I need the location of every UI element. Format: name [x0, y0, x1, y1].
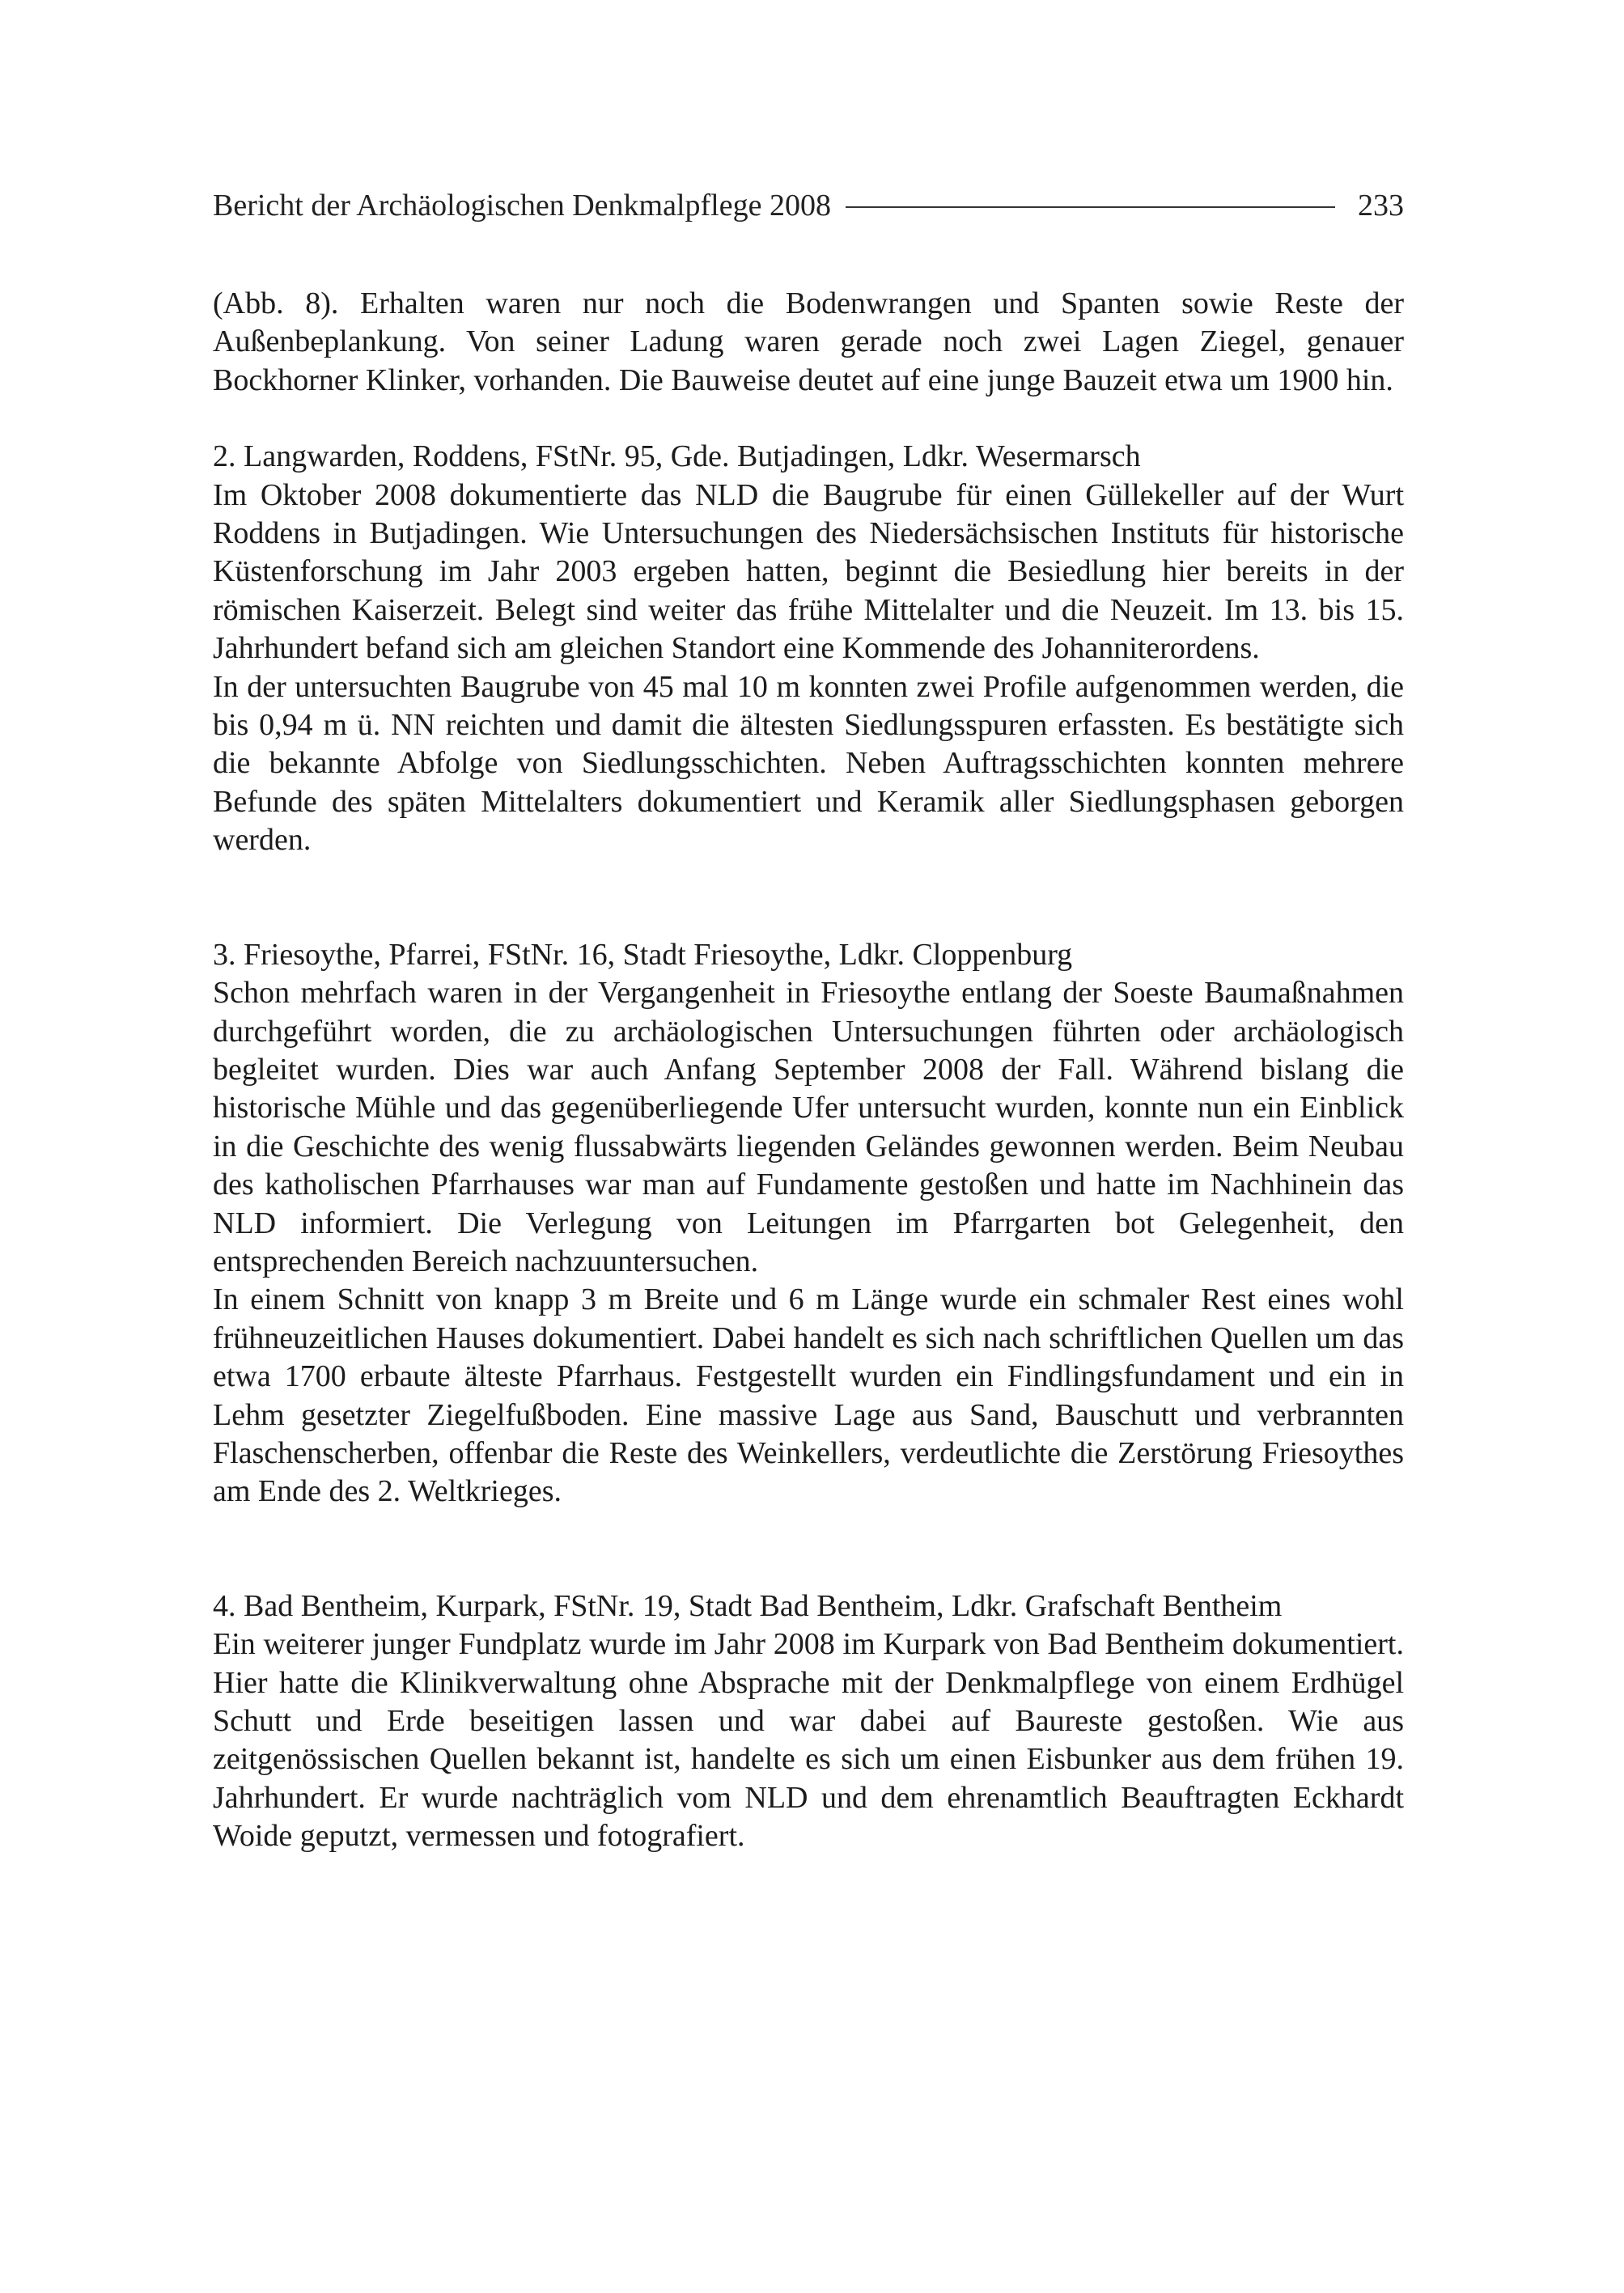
intro-paragraph: (Abb. 8). Erhalten waren nur noch die Bodenwrangen und Spanten sowie Reste der Außenbeplankung. Von seiner Ladung waren gerade noch zwei Lagen Ziegel, genauer Bockhorner Klinker, vorhanden. Die Bauweise deutet auf eine junge Bauzeit etwa um 1900 hin. [213, 286, 1404, 397]
section-bad-bentheim [213, 1587, 1404, 1856]
running-header-title: Bericht der Archäologischen Denkmalpflege 2008 [213, 189, 831, 223]
body-text [213, 285, 1404, 1856]
page-number: 233 [1358, 189, 1404, 223]
section-paragraph: In einem Schnitt von knapp 3 m Breite und 6 m Länge wurde ein schmaler Rest eines wohl frühneuzeitlichen Hauses dokumentiert. Dabei handelt es sich nach schriftlichen Quellen um das etwa 1700 erbaute älteste Pfarrhaus. Festgestellt wurden ein Findlingsfundament und ein in Lehm gesetzter Ziegelfußboden. Eine massive Lage aus Sand, Bauschutt und verbrannten Flaschenscherben, offenbar die Reste des Weinkellers, verdeutlichte die Zerstörung Friesoythes am Ende des 2. Weltkrieges. [213, 1282, 1404, 1509]
running-header-rule [846, 206, 1335, 208]
section-spacer [213, 1511, 1404, 1587]
section-paragraph: Im Oktober 2008 dokumentierte das NLD die Baugrube für einen Güllekeller auf der Wurt Roddens in Butjadingen. Wie Untersuchungen des Niedersächsischen Instituts für historische Küstenforschung im Jahr 2003 ergeben hatten, beginnt die Besiedlung hier bereits in der römischen Kaiserzeit. Belegt sind weiter das frühe Mittelalter und die Neuzeit. Im 13. bis 15. Jahrhundert befand sich am gleichen Standort eine Kommende des Johanniterordens. [213, 477, 1404, 666]
section-langwarden [213, 438, 1404, 859]
section-paragraph: Ein weiterer junger Fundplatz wurde im Jahr 2008 im Kurpark von Bad Bentheim dokumentiert. Hier hatte die Klinikverwaltung ohne Absprache mit der Denkmalpflege von einem Erdhügel Schutt und Erde beseitigen lassen und war dabei auf Baureste gestoßen. Wie aus zeitgenössischen Quellen bekannt ist, handelte es sich um einen Eisbunker aus dem frühen 19. Jahrhundert. Er wurde nachträglich vom NLD und dem ehrenamtlich Beauftragten Eckhardt Woide geputzt, vermessen und fotografiert. [213, 1627, 1404, 1854]
section-paragraph: Schon mehrfach waren in der Vergangenheit in Friesoythe entlang der Soeste Baumaßnahmen durchgeführt worden, die zu archäologischen Untersuchungen führten oder archäologisch begleitet wurden. Dies war auch Anfang September 2008 der Fall. Während bislang die historische Mühle und das gegenüberliegende Ufer untersucht wurden, konnte nun ein Einblick in die Geschichte des wenig flussabwärts liegenden Geländes gewonnen werden. Beim Neubau des katholischen Pfarrhauses war man auf Fundamente gestoßen und hatte im Nachhinein das NLD informiert. Die Verlegung von Leitungen im Pfarrgarten bot Gelegenheit, den entsprechenden Bereich nachzuuntersuchen. [213, 976, 1404, 1278]
section-heading: 2. Langwarden, Roddens, FStNr. 95, Gde. Butjadingen, Ldkr. Wesermarsch [213, 439, 1141, 474]
section-spacer [213, 400, 1404, 438]
section-heading: 4. Bad Bentheim, Kurpark, FStNr. 19, Stadt Bad Bentheim, Ldkr. Grafschaft Bentheim [213, 1588, 1283, 1623]
running-header [213, 182, 1404, 229]
section-paragraph: In der untersuchten Baugrube von 45 mal 10 m konnten zwei Profile aufgenommen werden, die bis 0,94 m ü. NN reichten und damit die ältesten Siedlungsspuren erfassten. Es bestätigte sich die bekannte Abfolge von Siedlungsschichten. Neben Auftragsschichten konnten mehrere Befunde des späten Mittelalters dokumentiert und Keramik aller Siedlungsphasen geborgen werden. [213, 669, 1404, 858]
section-heading: 3. Friesoythe, Pfarrei, FStNr. 16, Stadt Friesoythe, Ldkr. Cloppenburg [213, 937, 1073, 972]
section-spacer [213, 860, 1404, 936]
section-friesoythe [213, 936, 1404, 1511]
